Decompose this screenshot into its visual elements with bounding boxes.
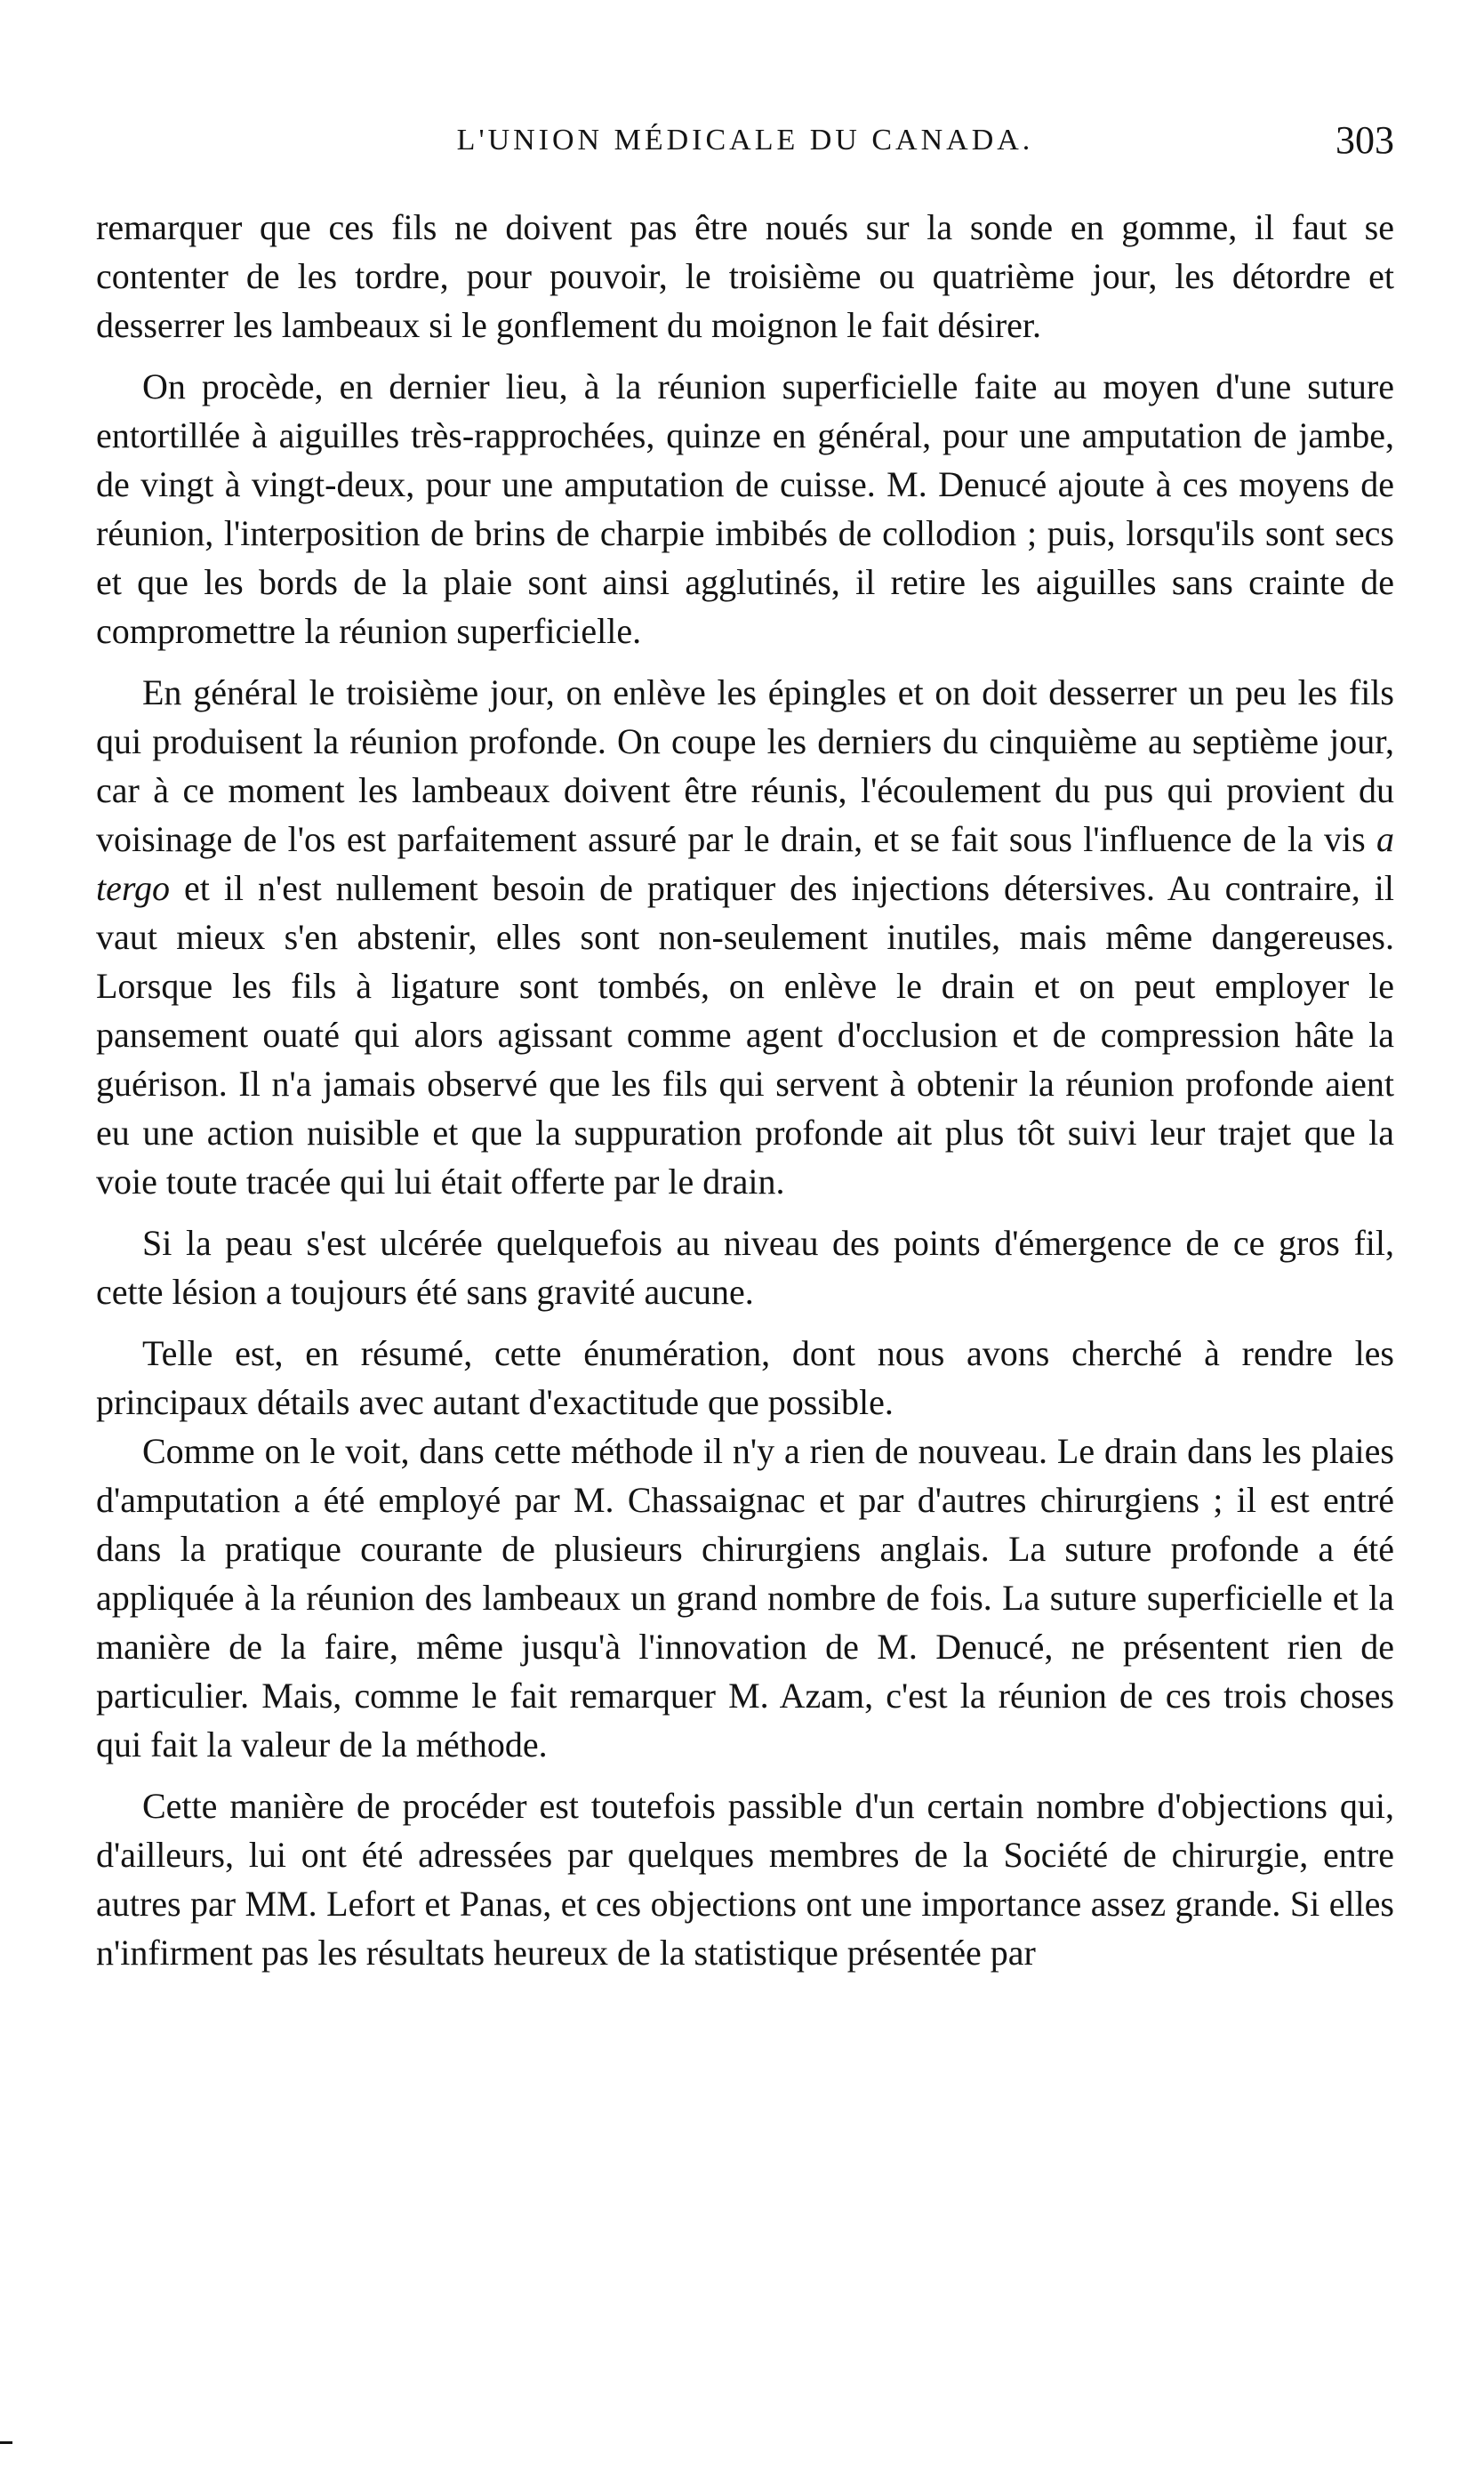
journal-title: L'UNION MÉDICALE DU CANADA. (456, 124, 1034, 157)
paragraph-3-italic-phrase: a tergo (96, 819, 1395, 908)
paragraph-4: Si la peau s'est ulcérée quelquefois au niveau des points d'émergence de ce gros fil, cette lésion a toujours été sans gravité aucune. (96, 1223, 1394, 1312)
body-text (96, 203, 1394, 1977)
paragraph-3 (96, 668, 1394, 1206)
paragraph-2: On procède, en dernier lieu, à la réunion superficielle faite au moyen d'une suture entortillée à aiguilles très-rapprochées, quinze en général, pour une amputation de jambe, de vingt à vingt-deux, pour une amputation de cuisse. M. Denucé ajoute à ces moyens de réunion, l'interposition de brins de charpie imbibés de collodion ; puis, lorsqu'ils sont secs et que les bords de la plaie sont ainsi agglutinés, il retire les aiguilles sans crainte de compromettre la réunion superficielle. (96, 366, 1394, 651)
running-header (96, 114, 1394, 167)
paragraph-3-part-1: En général le troisième jour, on enlève les épingles et on doit desserrer un peu les fils qui produisent la réunion profonde. On coupe les derniers du cinquième au septième jour, car à ce moment les lambeaux doivent être réunis, l'écoulement du pus qui provient du voisinage de l'os est parfaitement assuré par le drain, et se fait sous l'influence de la vis (96, 672, 1394, 859)
paragraph-5: Telle est, en résumé, cette énumération, dont nous avons cherché à rendre les principaux détails avec autant d'exactitude que possible. (96, 1333, 1394, 1422)
paragraph-6: Comme on le voit, dans cette méthode il n'y a rien de nouveau. Le drain dans les plaies d'amputation a été employé par M. Chassaignac et par d'autres chirurgiens ; il est entré dans la pratique courante de plusieurs chirurgiens anglais. La suture profonde a été appliquée à la réunion des lambeaux un grand nombre de fois. La suture superficielle et la manière de la faire, même jusqu'à l'innovation de M. Denucé, ne présentent rien de particulier. Mais, comme le fait remarquer M. Azam, c'est la réunion de ces trois choses qui fait la valeur de la méthode. (96, 1431, 1394, 1765)
paragraph-1: remarquer que ces fils ne doivent pas être noués sur la sonde en gomme, il faut se contenter de les tordre, pour pouvoir, le troisième ou quatrième jour, les détordre et desserrer les lambeaux si le gonflement du moignon le fait désirer. (96, 207, 1394, 345)
page-edge-mark (0, 2441, 12, 2444)
paragraph-7: Cette manière de procéder est toutefois passible d'un certain nombre d'objections qui, d'ailleurs, lui ont été adressées par quelques membres de la Société de chirurgie, entre autres par MM. Lefort et Panas, et ces objections ont une importance assez grande. Si elles n'infirment pas les résultats heureux de la statistique présentée par (96, 1786, 1394, 1973)
paragraph-3-part-2: et il n'est nullement besoin de pratiquer des injections détersives. Au contraire, il vaut mieux s'en abstenir, elles sont non-seulement inutiles, mais même dangereuses. Lorsque les fils à ligature sont tombés, on enlève le drain et on peut employer le pansement ouaté qui alors agissant comme agent d'occlusion et de compression hâte la guérison. Il n'a jamais observé que les fils qui servent à obtenir la réunion profonde aient eu une action nuisible et que la suppuration profonde ait plus tôt suivi leur trajet que la voie toute tracée qui lui était offerte par le drain. (96, 868, 1394, 1202)
page-number: 303 (1336, 118, 1394, 162)
